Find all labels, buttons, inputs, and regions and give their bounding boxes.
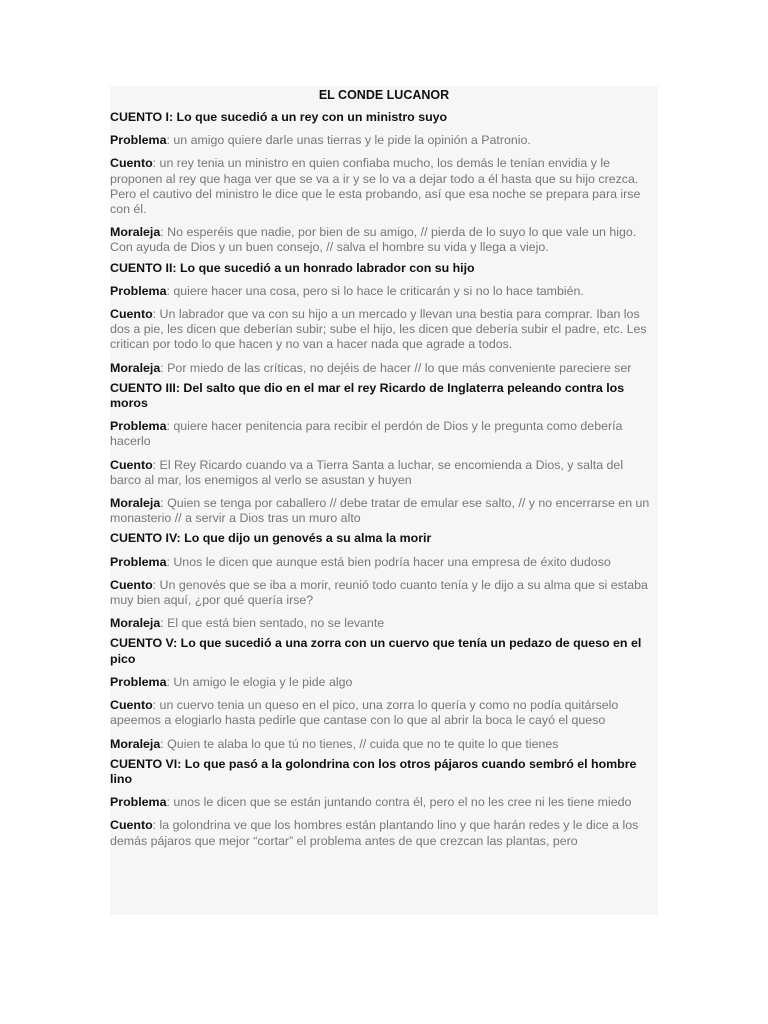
cuento-label: Cuento bbox=[110, 698, 153, 713]
cuento-label: Cuento bbox=[110, 457, 153, 472]
problema-text: : Unos le dicen que aunque está bien podría hacer una empresa de éxito dudoso bbox=[166, 554, 611, 569]
cuento-label: Cuento bbox=[110, 156, 153, 171]
cuento-text: : El Rey Ricardo cuando va a Tierra Santa a luchar, se encomienda a Dios, y salta del barco al mar, los enemigos al verlo se asustan y huyen bbox=[110, 457, 624, 487]
problema-text: : quiere hacer penitencia para recibir el perdón de Dios y le pregunta como debería hacerlo bbox=[110, 419, 623, 449]
moraleja-paragraph bbox=[110, 361, 658, 376]
moraleja-label: Moraleja bbox=[110, 225, 161, 240]
problema-label: Problema bbox=[110, 674, 167, 689]
story-heading: CUENTO I: Lo que sucedió a un rey con un ministro suyo bbox=[110, 110, 448, 124]
moraleja-text: : No esperéis que nadie, por bien de su amigo, // pierda de lo suyo lo que vale un higo. Con ayuda de Dios y un buen consejo, // salva el hombre su vida y llega a viejo. bbox=[110, 225, 637, 255]
problema-label: Problema bbox=[110, 419, 167, 434]
story-5 bbox=[110, 636, 658, 751]
cuento-label: Cuento bbox=[110, 577, 153, 592]
moraleja-paragraph bbox=[110, 496, 658, 526]
story-1 bbox=[110, 110, 658, 256]
moraleja-text: : El que está bien sentado, no se levante bbox=[160, 616, 385, 631]
moraleja-label: Moraleja bbox=[110, 616, 161, 631]
problema-label: Problema bbox=[110, 283, 167, 298]
problema-label: Problema bbox=[110, 554, 167, 569]
cuento-label: Cuento bbox=[110, 818, 153, 833]
story-heading: CUENTO IV: Lo que dijo un genovés a su alma la morir bbox=[110, 531, 432, 546]
problema-paragraph bbox=[110, 419, 658, 449]
story-4 bbox=[110, 531, 658, 631]
moraleja-text: : Quien se tenga por caballero // debe tratar de emular ese salto, // y no encerrarse en un monasterio // a servir a Dios tras un muro alto bbox=[110, 496, 650, 526]
story-2 bbox=[110, 261, 658, 376]
cuento-paragraph bbox=[110, 458, 658, 488]
moraleja-text: : Quien te alaba lo que tú no tienes, // cuida que no te quite lo que tienes bbox=[160, 736, 559, 751]
problema-text: : quiere hacer una cosa, pero si lo hace le criticarán y si no lo hace también. bbox=[166, 283, 584, 298]
moraleja-paragraph bbox=[110, 737, 658, 752]
moraleja-text: : Por miedo de las críticas, no dejéis de hacer // lo que más conveniente pareciere ser bbox=[160, 360, 632, 375]
cuento-text: : un rey tenia un ministro en quien confiaba mucho, los demás le tenían envidia y le proponen al rey que haga ver que se va a ir y se lo va a dejar todo a él hasta que su hijo crezca. Pero el cautivo del ministro le dice que le esta probando, así que esa noche se prepara para irse con él. bbox=[110, 156, 641, 217]
problema-label: Problema bbox=[110, 133, 167, 148]
story-heading: CUENTO V: Lo que sucedió a una zorra con un cuervo que tenía un pedazo de queso en el pico bbox=[110, 636, 642, 666]
cuento-paragraph bbox=[110, 578, 658, 608]
cuento-text: : Un labrador que va con su hijo a un mercado y llevan una bestia para comprar. Iban los dos a pie, les dicen que deberían subir; sube el hijo, les dicen que debería subir el padre, etc. Les critican por todo lo que hacen y no van a hacer nada que agrade a todos. bbox=[110, 307, 647, 352]
cuento-paragraph bbox=[110, 307, 658, 353]
moraleja-paragraph bbox=[110, 616, 658, 631]
cuento-text: : Un genovés que se iba a morir, reunió todo cuanto tenía y le dijo a su alma que si estaba muy bien aquí, ¿por qué quería irse? bbox=[110, 577, 648, 608]
problema-paragraph bbox=[110, 675, 658, 690]
moraleja-label: Moraleja bbox=[110, 496, 161, 511]
problema-paragraph bbox=[110, 133, 658, 148]
problema-text: : Un amigo le elogia y le pide algo bbox=[166, 674, 353, 689]
story-3 bbox=[110, 381, 658, 527]
cuento-paragraph bbox=[110, 156, 658, 217]
problema-paragraph bbox=[110, 284, 658, 299]
cuento-paragraph bbox=[110, 698, 658, 728]
problema-text: : unos le dicen que se están juntando contra él, pero el no les cree ni les tiene miedo bbox=[166, 795, 632, 810]
problema-paragraph bbox=[110, 795, 658, 810]
cuento-paragraph bbox=[110, 818, 658, 848]
cuento-label: Cuento bbox=[110, 307, 153, 322]
moraleja-label: Moraleja bbox=[110, 360, 161, 375]
problema-paragraph bbox=[110, 555, 658, 570]
cuento-text: : un cuervo tenia un queso en el pico, una zorra lo quería y como no podía quitárselo apeemos a elogiarlo hasta pedirle que cantase con lo que al abrir la boca le cayó el queso bbox=[110, 698, 619, 728]
story-6 bbox=[110, 757, 658, 849]
moraleja-paragraph bbox=[110, 225, 658, 255]
document-page bbox=[110, 86, 658, 915]
document-title: EL CONDE LUCANOR bbox=[318, 88, 450, 102]
moraleja-label: Moraleja bbox=[110, 736, 161, 751]
story-heading: CUENTO VI: Lo que pasó a la golondrina con los otros pájaros cuando sembró el hombre lino bbox=[110, 756, 637, 786]
story-heading: CUENTO III: Del salto que dio en el mar el rey Ricardo de Inglaterra peleando contra los moros bbox=[110, 380, 625, 411]
problema-text: : un amigo quiere darle unas tierras y le pide la opinión a Patronio. bbox=[166, 133, 531, 148]
story-heading: CUENTO II: Lo que sucedió a un honrado labrador con su hijo bbox=[110, 260, 475, 275]
cuento-text: : la golondrina ve que los hombres están plantando lino y que harán redes y le dice a los demás pájaros que mejor “cortar” el problema antes de que crezcan las plantas, pero bbox=[110, 818, 639, 848]
problema-label: Problema bbox=[110, 795, 167, 810]
